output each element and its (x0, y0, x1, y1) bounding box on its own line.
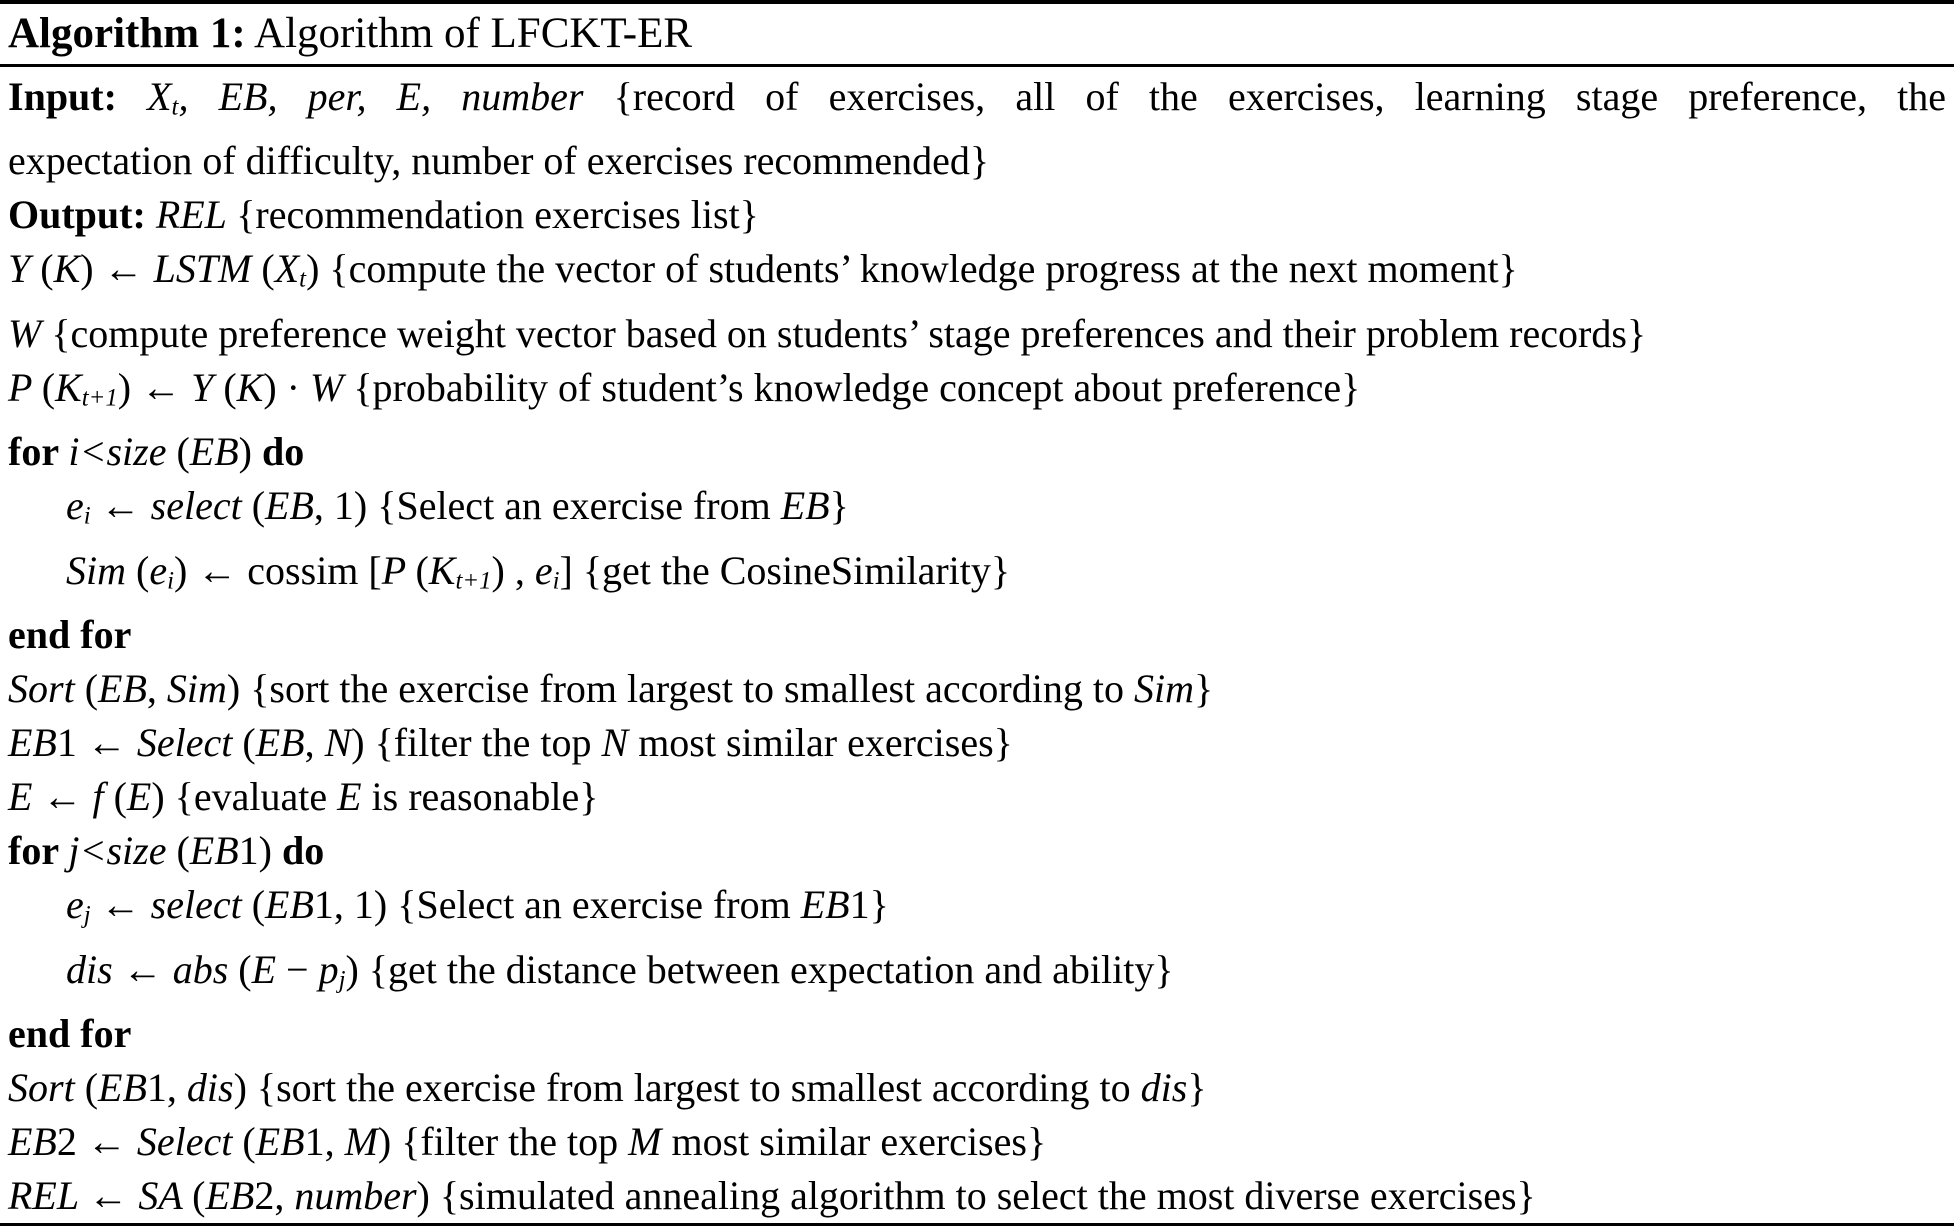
text-segment: ← (122, 946, 173, 992)
text-segment: dis (66, 946, 123, 992)
text-segment: t+1 (81, 384, 118, 412)
text-segment: EB (255, 720, 305, 766)
text-segment: select (150, 882, 252, 928)
text-segment: ( (41, 364, 56, 410)
text-segment: ) · (263, 364, 310, 410)
text-segment: ) {simulated annealing algorithm to select the most diverse exercises} (416, 1173, 1536, 1219)
algorithm-line (8, 608, 1946, 662)
text-segment: Y (191, 364, 224, 410)
text-segment: M (344, 1119, 378, 1165)
text-segment: ( (176, 828, 190, 874)
text-segment: Sort (8, 666, 85, 712)
text-segment: ( (84, 1065, 99, 1111)
text-segment: , EB, per, E, number (178, 74, 614, 119)
text-segment: e (66, 882, 84, 928)
text-segment: E (8, 774, 43, 820)
text-segment: ( (242, 720, 256, 766)
text-segment: ← (88, 1173, 139, 1219)
text-segment: expectation of difficulty, number of exercises recommended} (8, 138, 990, 184)
text-segment: ( (242, 1119, 256, 1165)
text-segment: ( (251, 483, 266, 529)
text-segment: ( (251, 882, 266, 928)
algorithm-line (8, 1007, 1946, 1061)
text-segment: end for (8, 1011, 132, 1057)
text-segment: ) {get the distance between expectation and ability} (345, 946, 1174, 992)
text-segment: N (601, 720, 629, 766)
text-segment: i (167, 567, 174, 595)
text-segment: ) ← (80, 246, 154, 292)
algorithm-line (8, 824, 1946, 878)
text-segment: {compute preference weight vector based on students’ stage preferences and their problem records} (51, 310, 1647, 356)
text-segment: EB (255, 1119, 305, 1165)
algorithm-line (8, 716, 1946, 770)
text-segment: Sim (166, 666, 227, 712)
text-segment: abs (172, 946, 239, 992)
text-segment: e (149, 547, 168, 593)
text-segment: {probability of student’s knowledge concept about preference} (353, 364, 1361, 410)
text-segment: ) {sort the exercise from largest to smallest according to (226, 666, 1134, 712)
text-segment: dis (186, 1065, 234, 1111)
text-segment: K (428, 547, 456, 593)
text-segment: ← (42, 774, 93, 820)
text-segment: 1} (849, 882, 889, 928)
text-segment: ) , (491, 547, 535, 593)
text-segment: M (628, 1119, 662, 1165)
text-segment: E (337, 774, 362, 820)
text-segment: N (324, 720, 352, 766)
algorithm-line (8, 479, 1946, 543)
text-segment: ) (238, 429, 262, 475)
text-segment: {recommendation exercises list} (236, 192, 759, 238)
text-segment: ( (415, 547, 429, 593)
text-segment: t+1 (455, 567, 492, 595)
text-segment: ( (176, 429, 190, 475)
text-segment: t (171, 93, 179, 121)
text-segment: SA (138, 1173, 193, 1219)
text-segment: select (150, 483, 252, 529)
text-segment: } (1187, 1065, 1207, 1111)
algorithm-line (8, 770, 1946, 824)
text-segment: Sort (8, 1065, 85, 1111)
text-segment: p (318, 946, 339, 992)
text-segment: number (294, 1173, 417, 1219)
text-segment: − (286, 946, 319, 992)
algorithm-line (8, 361, 1946, 425)
text-segment: ← (90, 483, 151, 529)
algorithm-title-text: Algorithm of LFCKT-ER (245, 10, 693, 57)
text-segment: ( (113, 774, 127, 820)
text-segment: , (146, 666, 167, 712)
text-segment: EB (265, 882, 314, 928)
text-segment: f (92, 774, 114, 820)
text-segment: 2 ← (56, 1119, 137, 1165)
text-segment: Sim (1133, 666, 1194, 712)
text-segment: 1) (238, 828, 282, 874)
text-segment: is reasonable} (361, 774, 599, 820)
text-segment: P (8, 364, 42, 410)
text-segment: EB (98, 666, 147, 712)
text-segment: EB (205, 1173, 255, 1219)
algorithm-line (8, 943, 1946, 1007)
text-segment: ) ← (117, 364, 192, 410)
text-segment: ( (136, 547, 150, 593)
text-segment: most similar exercises} (661, 1119, 1047, 1165)
text-segment: do (282, 828, 325, 874)
text-segment: ) {compute the vector of students’ knowledge progress at the next moment} (306, 246, 1518, 292)
text-segment: K (53, 246, 81, 292)
text-segment: P (381, 547, 416, 593)
text-segment: i (552, 567, 560, 595)
text-segment: ( (238, 946, 252, 992)
text-segment: t (299, 265, 307, 293)
text-segment: {record of exercises, all of the exercises, learning stage preference, the (613, 74, 1946, 119)
text-segment: EB (800, 882, 850, 928)
text-segment: ← (90, 882, 151, 928)
algorithm-line (8, 70, 1946, 134)
algorithm-line (8, 1061, 1946, 1115)
algorithm-body (0, 67, 1954, 1223)
text-segment: ( (40, 246, 54, 292)
text-segment: ) {filter the top (377, 1119, 629, 1165)
text-segment: ( (84, 666, 99, 712)
text-segment: end for (8, 612, 132, 658)
algorithm-line (8, 307, 1946, 361)
text-segment: EB (98, 1065, 147, 1111)
text-segment: ( (192, 1173, 206, 1219)
text-segment: i (83, 502, 91, 530)
text-segment: for (8, 828, 69, 874)
text-segment: 1 ← (56, 720, 137, 766)
algorithm-line (8, 1115, 1946, 1169)
text-segment: , (304, 720, 325, 766)
algorithm-line (8, 878, 1946, 942)
text-segment: Output: (8, 192, 156, 238)
algorithm-number-label: Algorithm 1: (8, 10, 246, 57)
text-segment: j<size (68, 828, 177, 874)
text-segment: K (55, 364, 82, 410)
text-segment: j (83, 901, 91, 929)
text-segment: EB (265, 483, 314, 529)
algorithm-line (8, 544, 1946, 608)
text-segment: e (66, 483, 84, 529)
text-segment: REL (8, 1173, 89, 1219)
text-segment: EB (780, 483, 830, 529)
text-segment: ] {get the CosineSimilarity} (559, 547, 1011, 593)
text-segment: ) {sort the exercise from largest to smallest according to (233, 1065, 1141, 1111)
text-segment: EB (8, 720, 57, 766)
text-segment: i<size (68, 429, 177, 475)
text-segment: ( (261, 246, 275, 292)
text-segment: } (1193, 666, 1214, 712)
text-segment: e (534, 547, 553, 593)
text-segment: Select (136, 720, 243, 766)
text-segment: ( (223, 364, 237, 410)
text-segment: 1, (304, 1119, 345, 1165)
text-segment: do (262, 429, 305, 475)
text-segment: } (829, 483, 849, 529)
text-segment: 2, (254, 1173, 295, 1219)
text-segment: dis (1140, 1065, 1188, 1111)
text-segment: , 1) {Select an exercise from (313, 483, 781, 529)
text-segment: EB (8, 1119, 57, 1165)
text-segment: W (310, 364, 354, 410)
algorithm-line (8, 1169, 1946, 1223)
algorithm-line (8, 134, 1946, 188)
text-segment: EB (189, 429, 239, 475)
text-segment: K (236, 364, 264, 410)
text-segment: 1, (146, 1065, 187, 1111)
text-segment: EB (189, 828, 239, 874)
text-segment: Sim (66, 547, 136, 593)
text-segment: Y (8, 246, 41, 292)
text-segment: Input: (8, 74, 148, 119)
algorithm-title (0, 4, 1954, 64)
text-segment: j (338, 966, 346, 994)
text-segment: ) {filter the top (351, 720, 602, 766)
text-segment: 1, 1) {Select an exercise from (313, 882, 801, 928)
text-segment: W (8, 310, 52, 356)
text-segment: X (274, 246, 300, 292)
text-segment: most similar exercises} (628, 720, 1013, 766)
algorithm-line (8, 188, 1946, 242)
text-segment: Select (136, 1119, 243, 1165)
text-segment: X (147, 74, 172, 119)
text-segment: ) ← cossim [ (173, 547, 382, 593)
text-segment: LSTM (153, 246, 262, 292)
algorithm-line (8, 662, 1946, 716)
text-segment: ) {evaluate (151, 774, 338, 820)
text-segment: REL (155, 192, 237, 238)
text-segment: for (8, 429, 69, 475)
algorithm-line (8, 425, 1946, 479)
text-segment: E (251, 946, 287, 992)
algorithm-line (8, 242, 1946, 306)
text-segment: E (126, 774, 152, 820)
